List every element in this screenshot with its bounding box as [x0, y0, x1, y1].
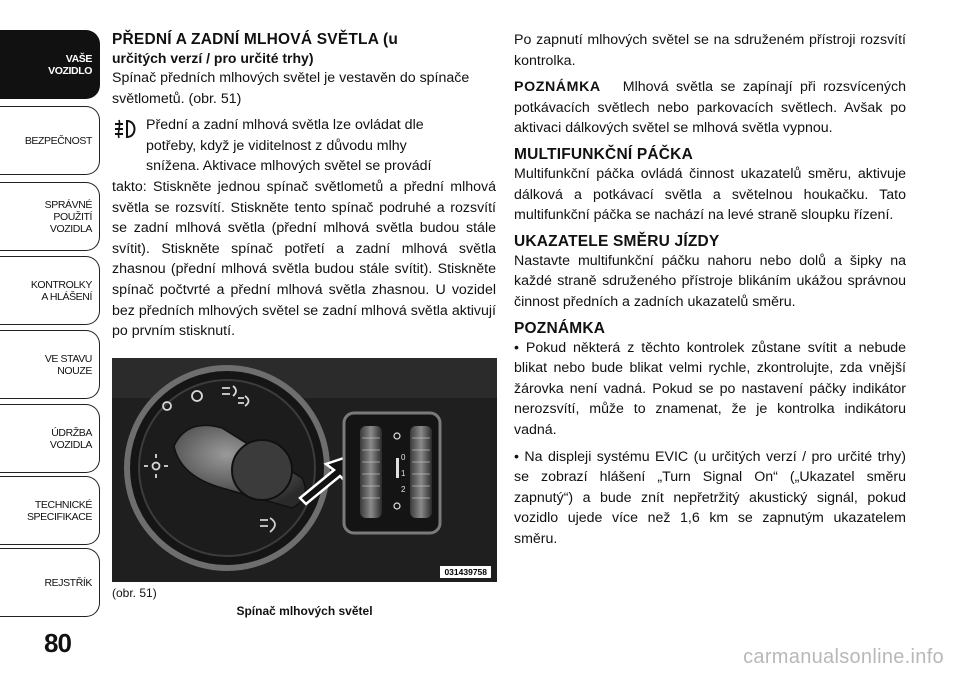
tab-kontrolky-a-hlaseni[interactable]: KONTROLKY A HLÁŠENÍ: [0, 256, 100, 325]
right-column: [514, 30, 906, 549]
tab-technicke-specifikace[interactable]: TECHNICKÉ SPECIFIKACE: [0, 476, 100, 545]
figure-reference: (obr. 51): [112, 586, 157, 600]
figure-code: 031439758: [440, 566, 491, 578]
tab-ve-stavu-nouze[interactable]: VE STAVU NOUZE: [0, 330, 100, 399]
dial-mark-2: 2: [401, 485, 406, 494]
section-heading-note: POZNÁMKA: [514, 319, 606, 337]
indicator-paragraph: Po zapnutí mlhových světel se na sdruženém přístroji rozsvítí kontrolka.: [514, 32, 906, 69]
left-column: [112, 30, 496, 342]
watermark: carmanualsonline.info: [743, 646, 944, 668]
fog-para-line1: Přední a zadní mlhová světla lze ovládat dle: [146, 117, 424, 134]
dial-mark-0: 0: [401, 453, 406, 462]
section-subheading-fog-lights: určitých verzí / pro určité trhy): [112, 50, 314, 66]
note-bullet-1: • Pokud některá z těchto kontrolek zůstane svítit a nebude blikat nebo bude blikat velmi rychle, zkontrolujte, zda vnější žárovka není vadná. Pokud se po nastavení páčky indikátor nerozsvítí, může to znamenat, že je kontrolka indikátoru vadná.: [514, 339, 906, 438]
figure-caption: Spínač mlhových světel: [236, 604, 373, 618]
headlight-switch-image: [112, 358, 497, 582]
fog-switch-intro: Spínač předních mlhových světel je vestavěn do spínače světlometů. (obr. 51): [112, 70, 470, 107]
tab-vase-vozidlo[interactable]: VAŠE VOZIDLO: [0, 30, 100, 99]
fog-para-line3: snížena. Aktivace mlhových světel se provádí: [146, 158, 432, 175]
turn-signals-paragraph: Nastavte multifunkční páčku nahoru nebo dolů a šipky na každé straně sdruženého přístroje blikáním ukážou správnou činnost předních a zadních ukazatelů směru.: [514, 252, 906, 310]
note-bullet-2: • Na displeji systému EVIC (u určitých verzí / pro určité trhy) se zobrazí hlášení „Turn Signal On“ („Ukazatel směru zapnutý“) a bude znít nepřetržitý akustický signál, pokud vozidlo ujede více než 1,6 km se zapnutým ukazatelem směru.: [514, 448, 906, 547]
front-fog-light-icon: [112, 117, 140, 141]
headlight-switch-figure: [112, 358, 497, 582]
section-heading-multifunction-lever: MULTIFUNKČNÍ PÁČKA: [514, 145, 693, 163]
tab-rejstrik[interactable]: REJSTŘÍK: [0, 548, 100, 617]
dial-mark-1: 1: [401, 469, 406, 478]
tab-spravne-pouziti-vozidla[interactable]: SPRÁVNÉ POUŽITÍ VOZIDLA: [0, 182, 100, 251]
tab-udrzba-vozidla[interactable]: ÚDRŽBA VOZIDLA: [0, 404, 100, 473]
note-label: POZNÁMKA: [514, 79, 601, 96]
note-fog-lights: [514, 77, 906, 139]
fog-para-line2: potřeby, když je viditelnost z důvodu mlhy: [146, 137, 407, 154]
section-heading-turn-signals: UKAZATELE SMĚRU JÍZDY: [514, 232, 720, 250]
fog-para-rest: takto: Stiskněte jednou spínač světlometů a přední mlhová světla se rozsvítí. Stiskněte tento spínač podruhé a rozsvítí se zadní mlhová světla (přední mlhová světla budou stále svítit). Stiskněte spínač potřetí a zadní mlhová světla zhasnou (přední mlhová světla budou stále svítit). Stiskněte spínač počtvrté a přední mlhová světla zhasnou. U vozidel bez předních mlhových světel se zadní mlhová světla aktivují po prvním stisknutí.: [112, 178, 496, 340]
section-heading-fog-lights: PŘEDNÍ A ZADNÍ MLHOVÁ SVĚTLA (u: [112, 31, 399, 48]
tab-bezpecnost[interactable]: BEZPEČNOST: [0, 106, 100, 175]
fog-lights-paragraph: [112, 115, 496, 342]
note-text: Mlhová světla se zapínají při rozsvícených potkávacích světlech nebo parkovacích světlech. Avšak po aktivaci dálkových světel se mlhová světla vypnou.: [514, 79, 906, 137]
page-number: 80: [44, 628, 71, 658]
multifunction-lever-paragraph: Multifunkční páčka ovládá činnost ukazatelů směru, aktivuje dálková a potkávací světla a světelnou houkačku. Tato multifunkční páčka se nachází na levé straně sloupku řízení.: [514, 165, 906, 224]
